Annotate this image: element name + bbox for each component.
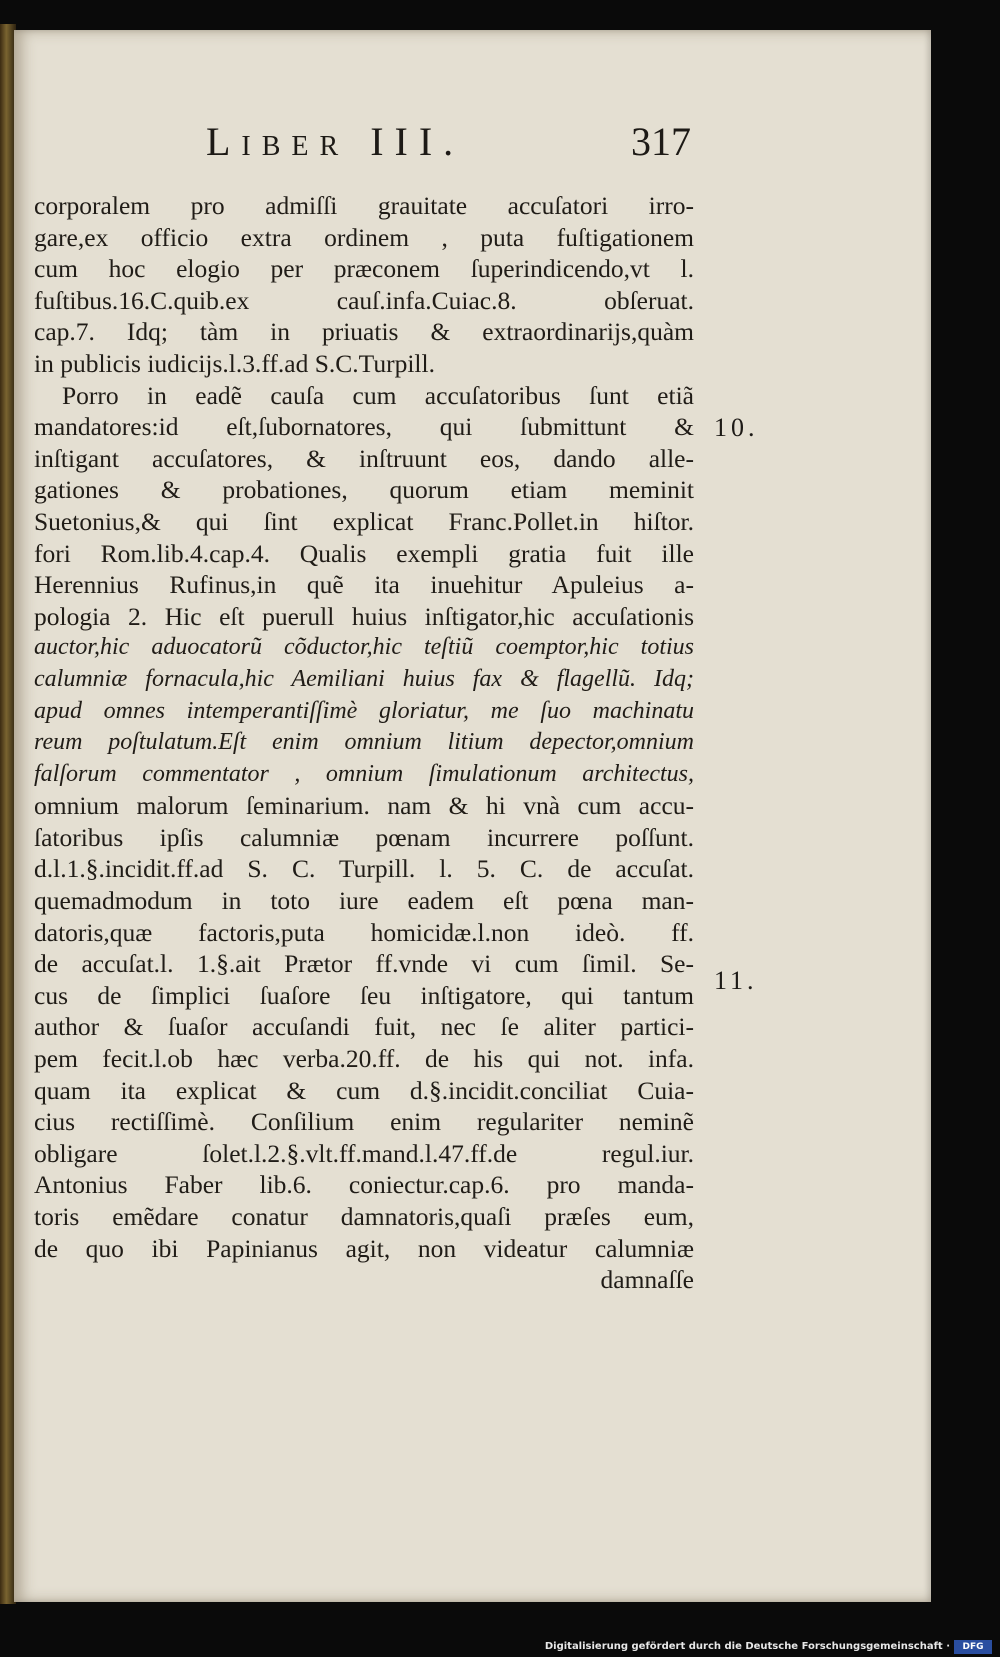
text-line: author & ſuaſor accuſandi fuit, nec ſe aliter partici-: [34, 1012, 694, 1042]
text-line: quam ita explicat & cum d.§.incidit.conciliat Cuia-: [34, 1075, 694, 1105]
text-line: Antonius Faber lib.6. coniectur.cap.6. pro manda-: [34, 1170, 694, 1200]
text-line-italic: apud omnes intemperantiſſimè gloriatur, me ſuo machinatu: [34, 697, 694, 724]
text-line: gare,ex officio extra ordinem , puta fuſtigationem: [34, 222, 694, 252]
text-line: datoris,quæ factoris,puta homicidæ.l.non ideò. ff.: [34, 917, 694, 947]
catchword: damnaſſe: [600, 1265, 694, 1295]
running-head-title: Liber III.: [206, 119, 465, 164]
text-line-italic: calumniæ fornacula,hic Aemiliani huius fax & flagellũ. Idq;: [34, 665, 694, 692]
text-line: cus de ſimplici ſuaſore ſeu inſtigatore, qui tantum: [34, 980, 694, 1010]
page-number: 317: [631, 119, 691, 164]
text-line: de quo ibi Papinianus agit, non videatur calumniæ: [34, 1233, 694, 1263]
marginal-number: 10.: [714, 413, 759, 442]
text-line: d.l.1.§.incidit.ff.ad S. C. Turpill. l. 5. C. de accuſat.: [34, 854, 694, 884]
text-line: fuſtibus.16.C.quib.ex cauſ.infa.Cuiac.8. obſeruat.: [34, 285, 694, 315]
text-line: toris emẽdare conatur damnatoris,quaſi præſes eum,: [34, 1202, 694, 1231]
text-line: Porro in eadẽ cauſa cum accuſatoribus ſunt etiã: [62, 380, 694, 410]
text-line: gationes & probationes, quorum etiam meminit: [34, 475, 694, 505]
text-line: omnium malorum ſeminarium. nam & hi vnà cum accu-: [34, 791, 694, 821]
text-line: pem fecit.l.ob hæc verba.20.ff. de his qui not. infa.: [34, 1044, 694, 1074]
book-page: [14, 30, 931, 1602]
marginal-number: 11.: [714, 966, 758, 995]
text-line-italic: auctor,hic aduocatorũ cõductor,hic teſtiũ coemptor,hic totius: [34, 634, 694, 661]
text-line: in publicis iudicijs.l.3.ff.ad S.C.Turpill.: [34, 348, 435, 378]
dfg-logo-icon: DFG: [954, 1640, 992, 1654]
text-line: pologia 2. Hic eſt puerull huius inſtigator,hic accuſationis: [34, 601, 694, 631]
text-line: ſatoribus ipſis calumniæ pœnam incurrere poſſunt.: [34, 822, 694, 852]
text-line: mandatores:id eſt,ſubornatores, qui ſubmittunt &: [34, 412, 694, 442]
text-line-italic: reum poſtulatum.Eſt enim omnium litium depector,omnium: [34, 729, 694, 756]
text-line: quemadmodum in toto iure eadem eſt pœna man-: [34, 886, 694, 916]
text-line: corporalem pro admiſſi grauitate accuſatori irro-: [34, 191, 694, 220]
text-line: obligare ſolet.l.2.§.vlt.ff.mand.l.47.ff.de regul.iur.: [34, 1138, 694, 1168]
text-line: Suetonius,& qui ſint explicat Franc.Pollet.in hiſtor.: [34, 506, 694, 536]
text-line: cap.7. Idq; tàm in priuatis & extraordinarijs,quàm: [34, 317, 694, 347]
funding-credit: Digitalisierung gefördert durch die Deutsche Forschungsgemeinschaft ·: [544, 1641, 950, 1652]
body-text: [34, 190, 694, 1296]
text-line: de accuſat.l. 1.§.ait Prætor ff.vnde vi cum ſimil. Se-: [34, 949, 694, 979]
running-head: [14, 118, 931, 182]
text-line: cius rectiſſimè. Conſilium enim regulariter neminẽ: [34, 1107, 694, 1137]
text-line-italic: falſorum commentator , omnium ſimulationum architectus,: [34, 760, 694, 787]
text-line: fori Rom.lib.4.cap.4. Qualis exempli gratia fuit ille: [34, 538, 694, 568]
text-line: cum hoc elogio per præconem ſuperindicendo,vt l.: [34, 254, 694, 284]
text-line: Herennius Rufinus,in quẽ ita inuehitur Apuleius a-: [34, 570, 694, 600]
text-line: inſtigant accuſatores, & inſtruunt eos, dando alle-: [34, 443, 694, 473]
